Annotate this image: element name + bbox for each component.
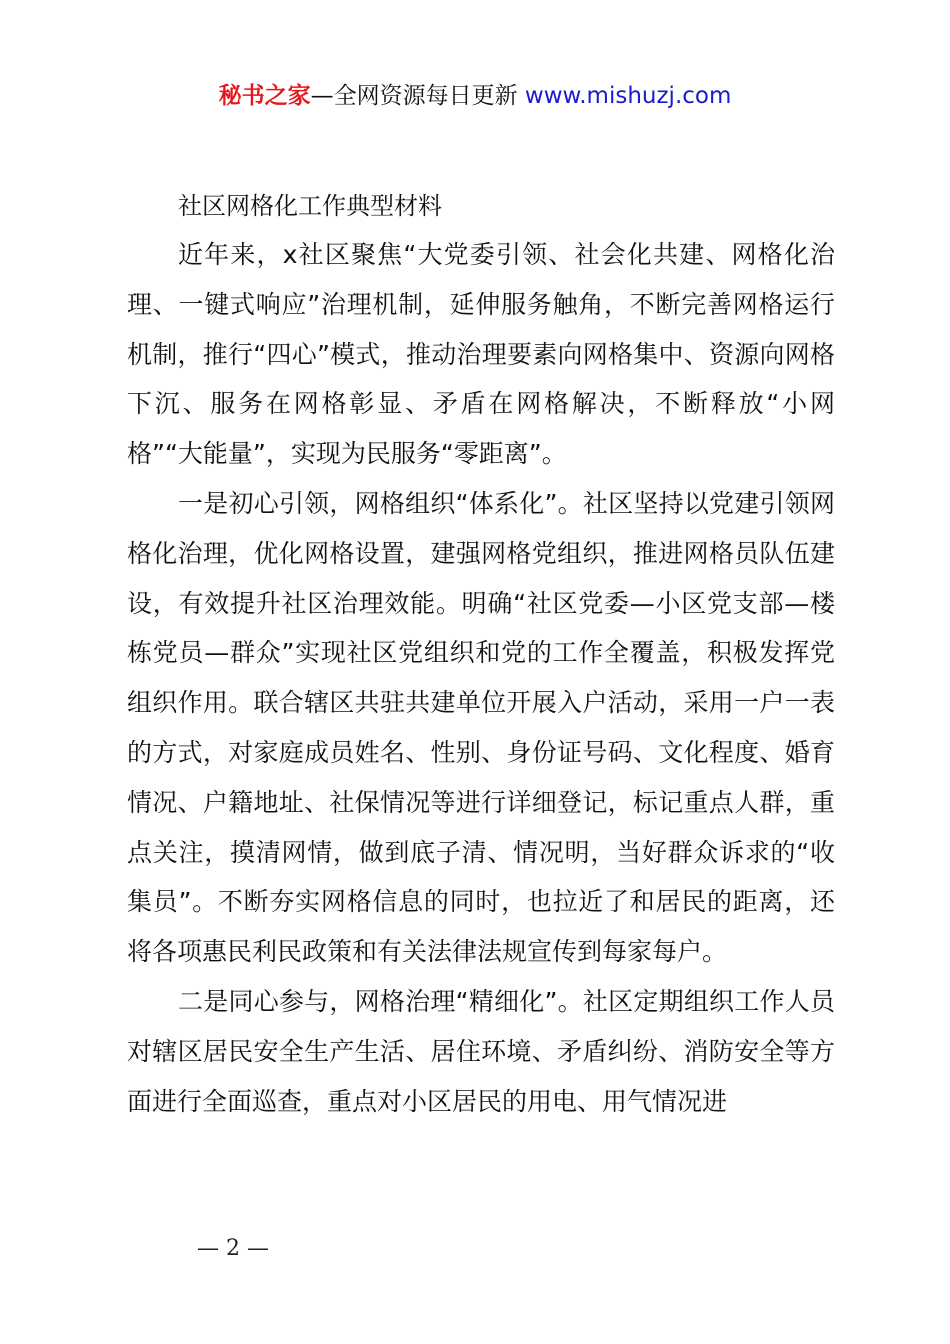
paragraph-intro: 近年来，x社区聚焦“大党委引领、社会化共建、网格化治理、一键式响应”治理机制，延伸服务触角，不断完善网格运行机制，推行“四心”模式，推动治理要素向网格集中、资源向网格下沉、服务在网格彰显、矛盾在网格解决，不断释放“小网格”“大能量”，实现为民服务“零距离”。 — [127, 240, 835, 469]
document-body — [127, 182, 835, 1126]
site-brand: 秘书之家 — [218, 83, 311, 109]
paragraph-one: 一是初心引领，网格组织“体系化”。社区坚持以党建引领网格化治理，优化网格设置，建强网格党组织，推进网格员队伍建设，有效提升社区治理效能。明确“社区党委—小区党支部—楼栋党员—群众”实现社区党组织和党的工作全覆盖，积极发挥党组织作用。联合辖区共驻共建单位开展入户活动，采用一户一表的方式，对家庭成员姓名、性别、身份证号码、文化程度、婚育情况、户籍地址、社保情况等进行详细登记，标记重点人群，重点关注，摸清网情，做到底子清、情况明，当好群众诉求的“收集员”。不断夯实网格信息的同时，也拉近了和居民的距离，还将各项惠民利民政策和有关法律法规宣传到每家每户。 — [127, 488, 835, 967]
site-header — [0, 80, 950, 112]
site-url-link[interactable]: www.mishuzj.com — [524, 83, 732, 109]
page-number: — 2 — — [197, 1236, 269, 1261]
document-title: 社区网格化工作典型材料 — [178, 192, 442, 220]
paragraph-two: 二是同心参与，网格治理“精细化”。社区定期组织工作人员对辖区居民安全生产生活、居住环境、矛盾纠纷、消防安全等方面进行全面巡查，重点对小区居民的用电、用气情况进 — [127, 986, 835, 1116]
site-tagline: —全网资源每日更新 — [310, 83, 525, 109]
